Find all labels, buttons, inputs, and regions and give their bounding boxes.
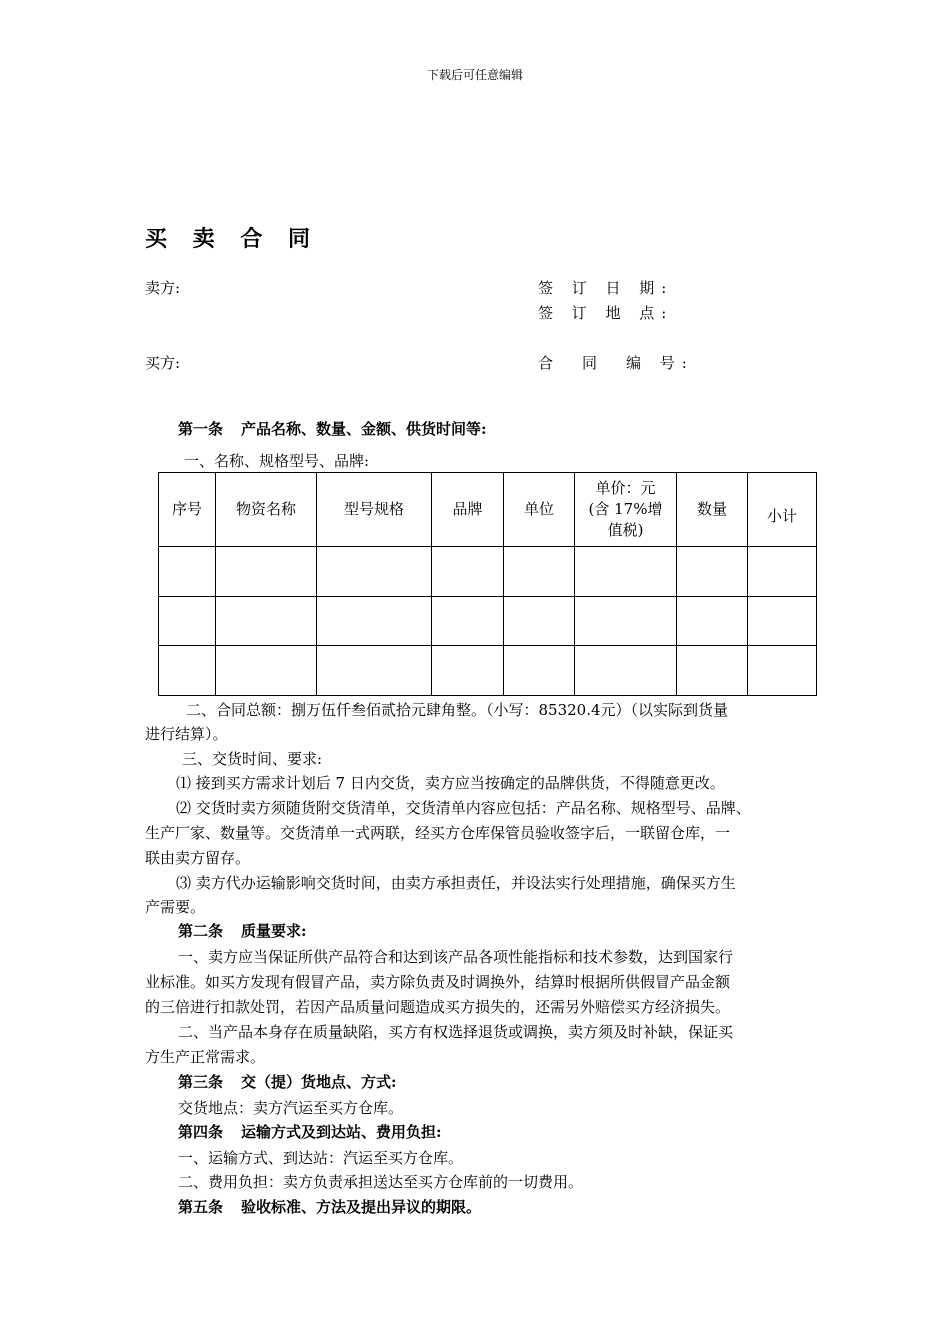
seller-label: 卖方: xyxy=(145,279,181,297)
sign-date-label: 签 订 日 期: xyxy=(538,279,674,297)
table-cell xyxy=(677,646,748,696)
table-cell xyxy=(159,597,216,646)
table-cell xyxy=(432,547,504,597)
table-cell xyxy=(575,597,677,646)
delivery-req-3-line-1: ⑶ 卖方代办运输影响交货时间，由卖方承担责任，并设法实行处理措施，确保买方生 xyxy=(176,874,736,892)
contract-title: 买 卖 合 同 xyxy=(145,226,319,252)
table-cell xyxy=(159,646,216,696)
col-header: 物资名称 xyxy=(216,473,317,547)
article-1-heading xyxy=(178,418,487,439)
article-5-heading xyxy=(178,1196,481,1217)
col-header: 数量 xyxy=(677,473,748,547)
delivery-req-2-line-3: 联由卖方留存。 xyxy=(145,849,251,867)
table-cell xyxy=(317,646,432,696)
table-cell xyxy=(216,646,317,696)
contract-total-line-2: 进行结算）。 xyxy=(145,725,228,743)
col-header: 单位 xyxy=(504,473,575,547)
sign-place-label: 签 订 地 点: xyxy=(538,304,674,322)
table-cell xyxy=(317,547,432,597)
delivery-req-3-line-2: 产需要。 xyxy=(145,898,206,916)
header-note: 下载后可任意编辑 xyxy=(426,68,523,82)
delivery-heading: 三、交货时间、要求: xyxy=(182,750,323,768)
article-title: 验收标准、方法及提出异议的期限。 xyxy=(241,1198,482,1216)
table-cell xyxy=(748,646,817,696)
delivery-req-2-line-2: 生产厂家、数量等。交货清单一式两联，经买方仓库保管员验收签字后，一联留仓库，一 xyxy=(145,824,731,842)
col-header: 单价：元 (含 17%增 值税) xyxy=(575,473,677,547)
article-title: 交（提）货地点、方式: xyxy=(241,1073,397,1091)
table-cell xyxy=(575,646,677,696)
quality-2-line-2: 方生产正常需求。 xyxy=(145,1048,266,1066)
table-cell xyxy=(317,597,432,646)
delivery-req-1: ⑴ 接到买方需求计划后 7 日内交货，卖方应当按确定的品牌供货，不得随意更改。 xyxy=(176,774,725,792)
table-cell xyxy=(677,547,748,597)
table-row xyxy=(159,547,817,597)
table-cell xyxy=(432,646,504,696)
item-1-heading: 一、名称、规格型号、品牌: xyxy=(184,452,370,470)
table-cell xyxy=(748,547,817,597)
article-4-heading xyxy=(178,1121,442,1142)
article-title: 运输方式及到达站、费用负担: xyxy=(241,1123,442,1141)
col-header: 序号 xyxy=(159,473,216,547)
article-number: 第二条 xyxy=(178,922,224,940)
quality-1-line-2: 业标准。如买方发现有假冒产品，卖方除负责及时调换外，结算时根据所供假冒产品金额 xyxy=(145,973,731,991)
quality-1-line-1: 一、卖方应当保证所供产品符合和达到该产品各项性能指标和技术参数，达到国家行 xyxy=(178,948,734,966)
table-cell xyxy=(216,547,317,597)
quality-2-line-1: 二、当产品本身存在质量缺陷，买方有权选择退货或调换，卖方须及时补缺，保证买 xyxy=(178,1023,734,1041)
article-number: 第一条 xyxy=(178,420,224,438)
article-3-heading xyxy=(178,1071,397,1092)
contract-no-label: 合 同 编 号: xyxy=(538,354,694,372)
delivery-req-2-line-1: ⑵ 交货时卖方须随货附交货清单，交货清单内容应包括：产品名称、规格型号、品牌、 xyxy=(176,799,751,817)
table-cell xyxy=(677,597,748,646)
contract-total-line-1: 二、合同总额：捌万伍仟叁佰贰拾元肆角整。（小写：85320.4元）（以实际到货量 xyxy=(186,701,729,719)
article-title: 产品名称、数量、金额、供货时间等: xyxy=(241,420,487,438)
article-title: 质量要求: xyxy=(241,922,307,940)
delivery-place: 交货地点：卖方汽运至买方仓库。 xyxy=(178,1099,404,1117)
buyer-label: 买方: xyxy=(145,354,181,372)
goods-table xyxy=(158,472,817,696)
transport-method: 一、运输方式、到达站：汽运至买方仓库。 xyxy=(178,1149,464,1167)
cost-bearing: 二、费用负担：卖方负责承担送达至买方仓库前的一切费用。 xyxy=(178,1173,584,1191)
table-cell xyxy=(575,547,677,597)
table-cell xyxy=(432,597,504,646)
table-cell xyxy=(748,597,817,646)
article-number: 第三条 xyxy=(178,1073,224,1091)
quality-1-line-3: 的三倍进行扣款处罚，若因产品质量问题造成买方损失的，还需另外赔偿买方经济损失。 xyxy=(145,998,731,1016)
table-cell xyxy=(216,597,317,646)
article-2-heading xyxy=(178,920,307,941)
article-number: 第五条 xyxy=(178,1198,224,1216)
col-header: 品牌 xyxy=(432,473,504,547)
table-row xyxy=(159,597,817,646)
table-cell xyxy=(504,547,575,597)
table-row xyxy=(159,646,817,696)
table-cell xyxy=(159,547,216,597)
col-header: 小计 xyxy=(748,473,817,547)
article-number: 第四条 xyxy=(178,1123,224,1141)
table-header-row xyxy=(159,473,817,547)
col-header: 型号规格 xyxy=(317,473,432,547)
table-cell xyxy=(504,646,575,696)
table-cell xyxy=(504,597,575,646)
